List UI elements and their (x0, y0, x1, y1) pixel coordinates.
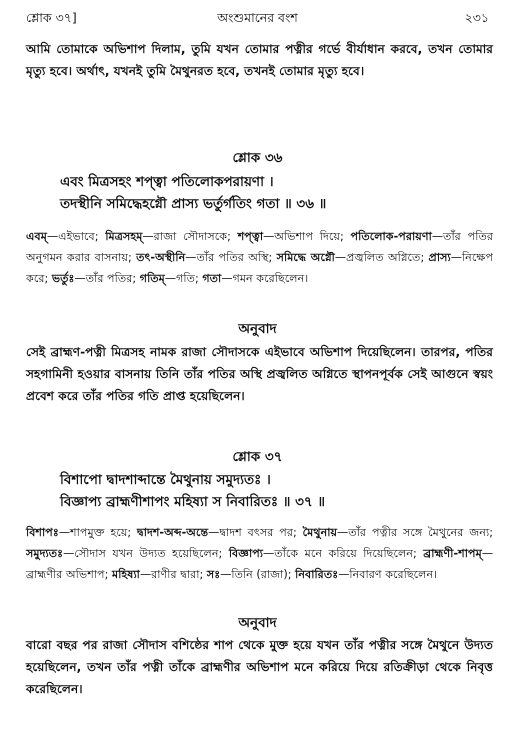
synonym-dash: — (185, 251, 197, 264)
synonym-dash: — (139, 568, 152, 581)
running-title: অংশুমানের বংশ (217, 10, 298, 25)
synonym-term: ব্রাহ্মণী-শাপম্ (423, 547, 482, 560)
verse-37-translation: বারো বছর পর রাজা সৌদাস বশিষ্ঠের শাপ থেকে মুক্ত হয়ে যখন তাঁর পত্নীর সঙ্গে মৈথুনে উদ্যত হয়েছিলেন, তখন তাঁর পত্নী তাঁকে ব্রাহ্মণীর অভিশাপ মনে করিয়ে দিয়ে রতিক্রীড়া থেকে নিবৃত্ত করেছিলেন। (26, 638, 493, 696)
synonym-meaning: তিনি (রাজা); (231, 568, 296, 581)
synonym-meaning: দ্বাদশ বৎসর পর; (219, 526, 303, 539)
synonym-term: গতা (202, 272, 222, 285)
synonym-term: নিবারিতঃ (295, 568, 339, 581)
synonym-term: তৎ-অস্থীনি (136, 251, 186, 264)
synonym-term: মৈথুনায় (302, 526, 338, 539)
synonym-meaning: রাজা সৌদাসকে; (153, 230, 238, 243)
synonym-dash: — (263, 230, 275, 243)
synonym-meaning: প্রজ্বলিত অগ্নিতে; (346, 251, 429, 264)
synonym-term: সমিদ্ধে অগ্নৌ (276, 251, 335, 264)
synonym-meaning: তাঁর পতির অনুগমন করার বাসনায়; (26, 230, 493, 264)
verse-reference: শ্লোক ৩৭] (26, 10, 77, 25)
synonym-meaning: অভিশাপ দিয়ে; (274, 230, 351, 243)
synonym-meaning: রাণীর দ্বারা; (151, 568, 207, 581)
synonym-term: বিজ্ঞাপ্য (228, 547, 264, 560)
verse-37-translation-heading: অনুবাদ (238, 615, 277, 631)
synonym-term: সঃ (206, 568, 221, 581)
synonym-meaning: তাঁকে মনে করিয়ে দিয়েছিলেন; (274, 547, 424, 560)
synonym-dash: — (74, 272, 86, 285)
synonym-meaning: তাঁর পত্নীর সঙ্গে মৈথুনের জন্য; (348, 526, 494, 539)
synonym-term: ভর্তুঃ (51, 272, 75, 285)
synonym-dash: — (338, 568, 350, 581)
synonym-dash: — (431, 230, 444, 243)
synonym-dash: — (481, 547, 493, 560)
verse-36-line-2: তদস্থীনি সমিদ্ধেহগ্নৌ প্রাস্য ভর্তুর্গতিং গতা ॥ ৩৬ ॥ (60, 196, 327, 212)
synonym-dash: — (63, 547, 75, 560)
verse-36-heading: শ্লোক ৩৬ (232, 150, 283, 166)
page-header (26, 10, 489, 30)
synonym-term: গতিম্ (139, 272, 165, 285)
synonym-meaning: গমন করেছিলেন। (232, 272, 309, 285)
synonym-term: এবম্ (26, 230, 47, 243)
verse-36-synonyms (26, 226, 493, 289)
synonym-term: পতিলোক-পরায়ণা (350, 230, 432, 243)
synonym-term: সমুদ্যতঃ (26, 547, 64, 560)
synonym-meaning: নিবারণ করেছিলেন। (349, 568, 438, 581)
synonym-meaning: সৌদাস যখন উদ্যত হয়েছিলেন; (74, 547, 229, 560)
synonym-dash: — (46, 230, 59, 243)
synonym-meaning: তাঁর পতির অস্থি; (196, 251, 277, 264)
synonym-term: বিশাপঃ (26, 526, 59, 539)
intro-paragraph: আমি তোমাকে অভিশাপ দিলাম, তুমি যখন তোমার পত্নীর গর্ভে বীর্যাধান করবে, তখন তোমার মৃত্যু হবে। অর্থাৎ, যখনই তুমি মৈথুনরত হবে, তখনই তোমার মৃত্যু হবে। (26, 42, 493, 78)
verse-36-text (60, 171, 475, 215)
synonym-dash: — (142, 230, 154, 243)
synonym-meaning: ব্রাহ্মণীর অভিশাপ; (26, 568, 112, 581)
verse-36-line-1: এবং মিত্রসহং শপ্ত্বা পতিলোকপরায়ণা । (60, 174, 274, 190)
synonym-term: দ্বাদশ-অব্দ-অন্তে (137, 526, 209, 539)
verse-36-translation: সেই ব্রাহ্মণ-পত্নী মিত্রসহ নামক রাজা সৌদাসকে এইভাবে অভিশাপ দিয়েছিলেন। তারপর, পতির সহগামিনী হওয়ার বাসনায় তিনি তাঁর পতির অস্থি প্রজ্বলিত অগ্নিতে স্থাপনপূর্বক সেই আগুনে স্বয়ং প্রবেশ করে তাঁর পতির গতি প্রাপ্ত হয়েছিলেন। (26, 345, 493, 403)
synonym-dash: — (334, 251, 347, 264)
synonym-dash: — (263, 547, 275, 560)
synonym-term: মহিষ্যা (111, 568, 140, 581)
synonym-dash: — (337, 526, 349, 539)
synonym-term: শপ্ত্বা (237, 230, 264, 243)
synonym-term: মিত্রসহম্ (105, 230, 143, 243)
verse-37-synonyms (26, 522, 493, 585)
synonym-dash: — (220, 568, 232, 581)
synonym-meaning: এইভাবে; (58, 230, 106, 243)
verse-36-translation-heading: অনুবাদ (238, 321, 277, 337)
synonym-meaning: নিক্ষেপ করে; (26, 251, 493, 285)
synonym-meaning: শাপমুক্ত হয়ে; (70, 526, 138, 539)
synonym-meaning: তাঁর পতির; (85, 272, 140, 285)
synonym-dash: — (208, 526, 220, 539)
verse-37-heading: শ্লোক ৩৭ (232, 449, 283, 465)
synonym-dash: — (450, 251, 462, 264)
synonym-term: প্রাস্য (428, 251, 451, 264)
verse-37-line-2: বিজ্ঞাপ্য ব্রাহ্মণীশাপং মহিষ্যা স নিবারিতঃ ॥ ৩৭ ॥ (60, 494, 326, 510)
synonym-dash: — (221, 272, 233, 285)
synonym-dash: — (164, 272, 177, 285)
synonym-meaning: গতি; (176, 272, 203, 285)
synonym-dash: — (58, 526, 71, 539)
page-number: ২৩১ (464, 10, 489, 25)
verse-37-line-1: বিশাপো দ্বাদশাব্দান্তে মৈথুনায় সমুদ্যতঃ । (60, 472, 271, 488)
verse-37-text (60, 469, 475, 513)
